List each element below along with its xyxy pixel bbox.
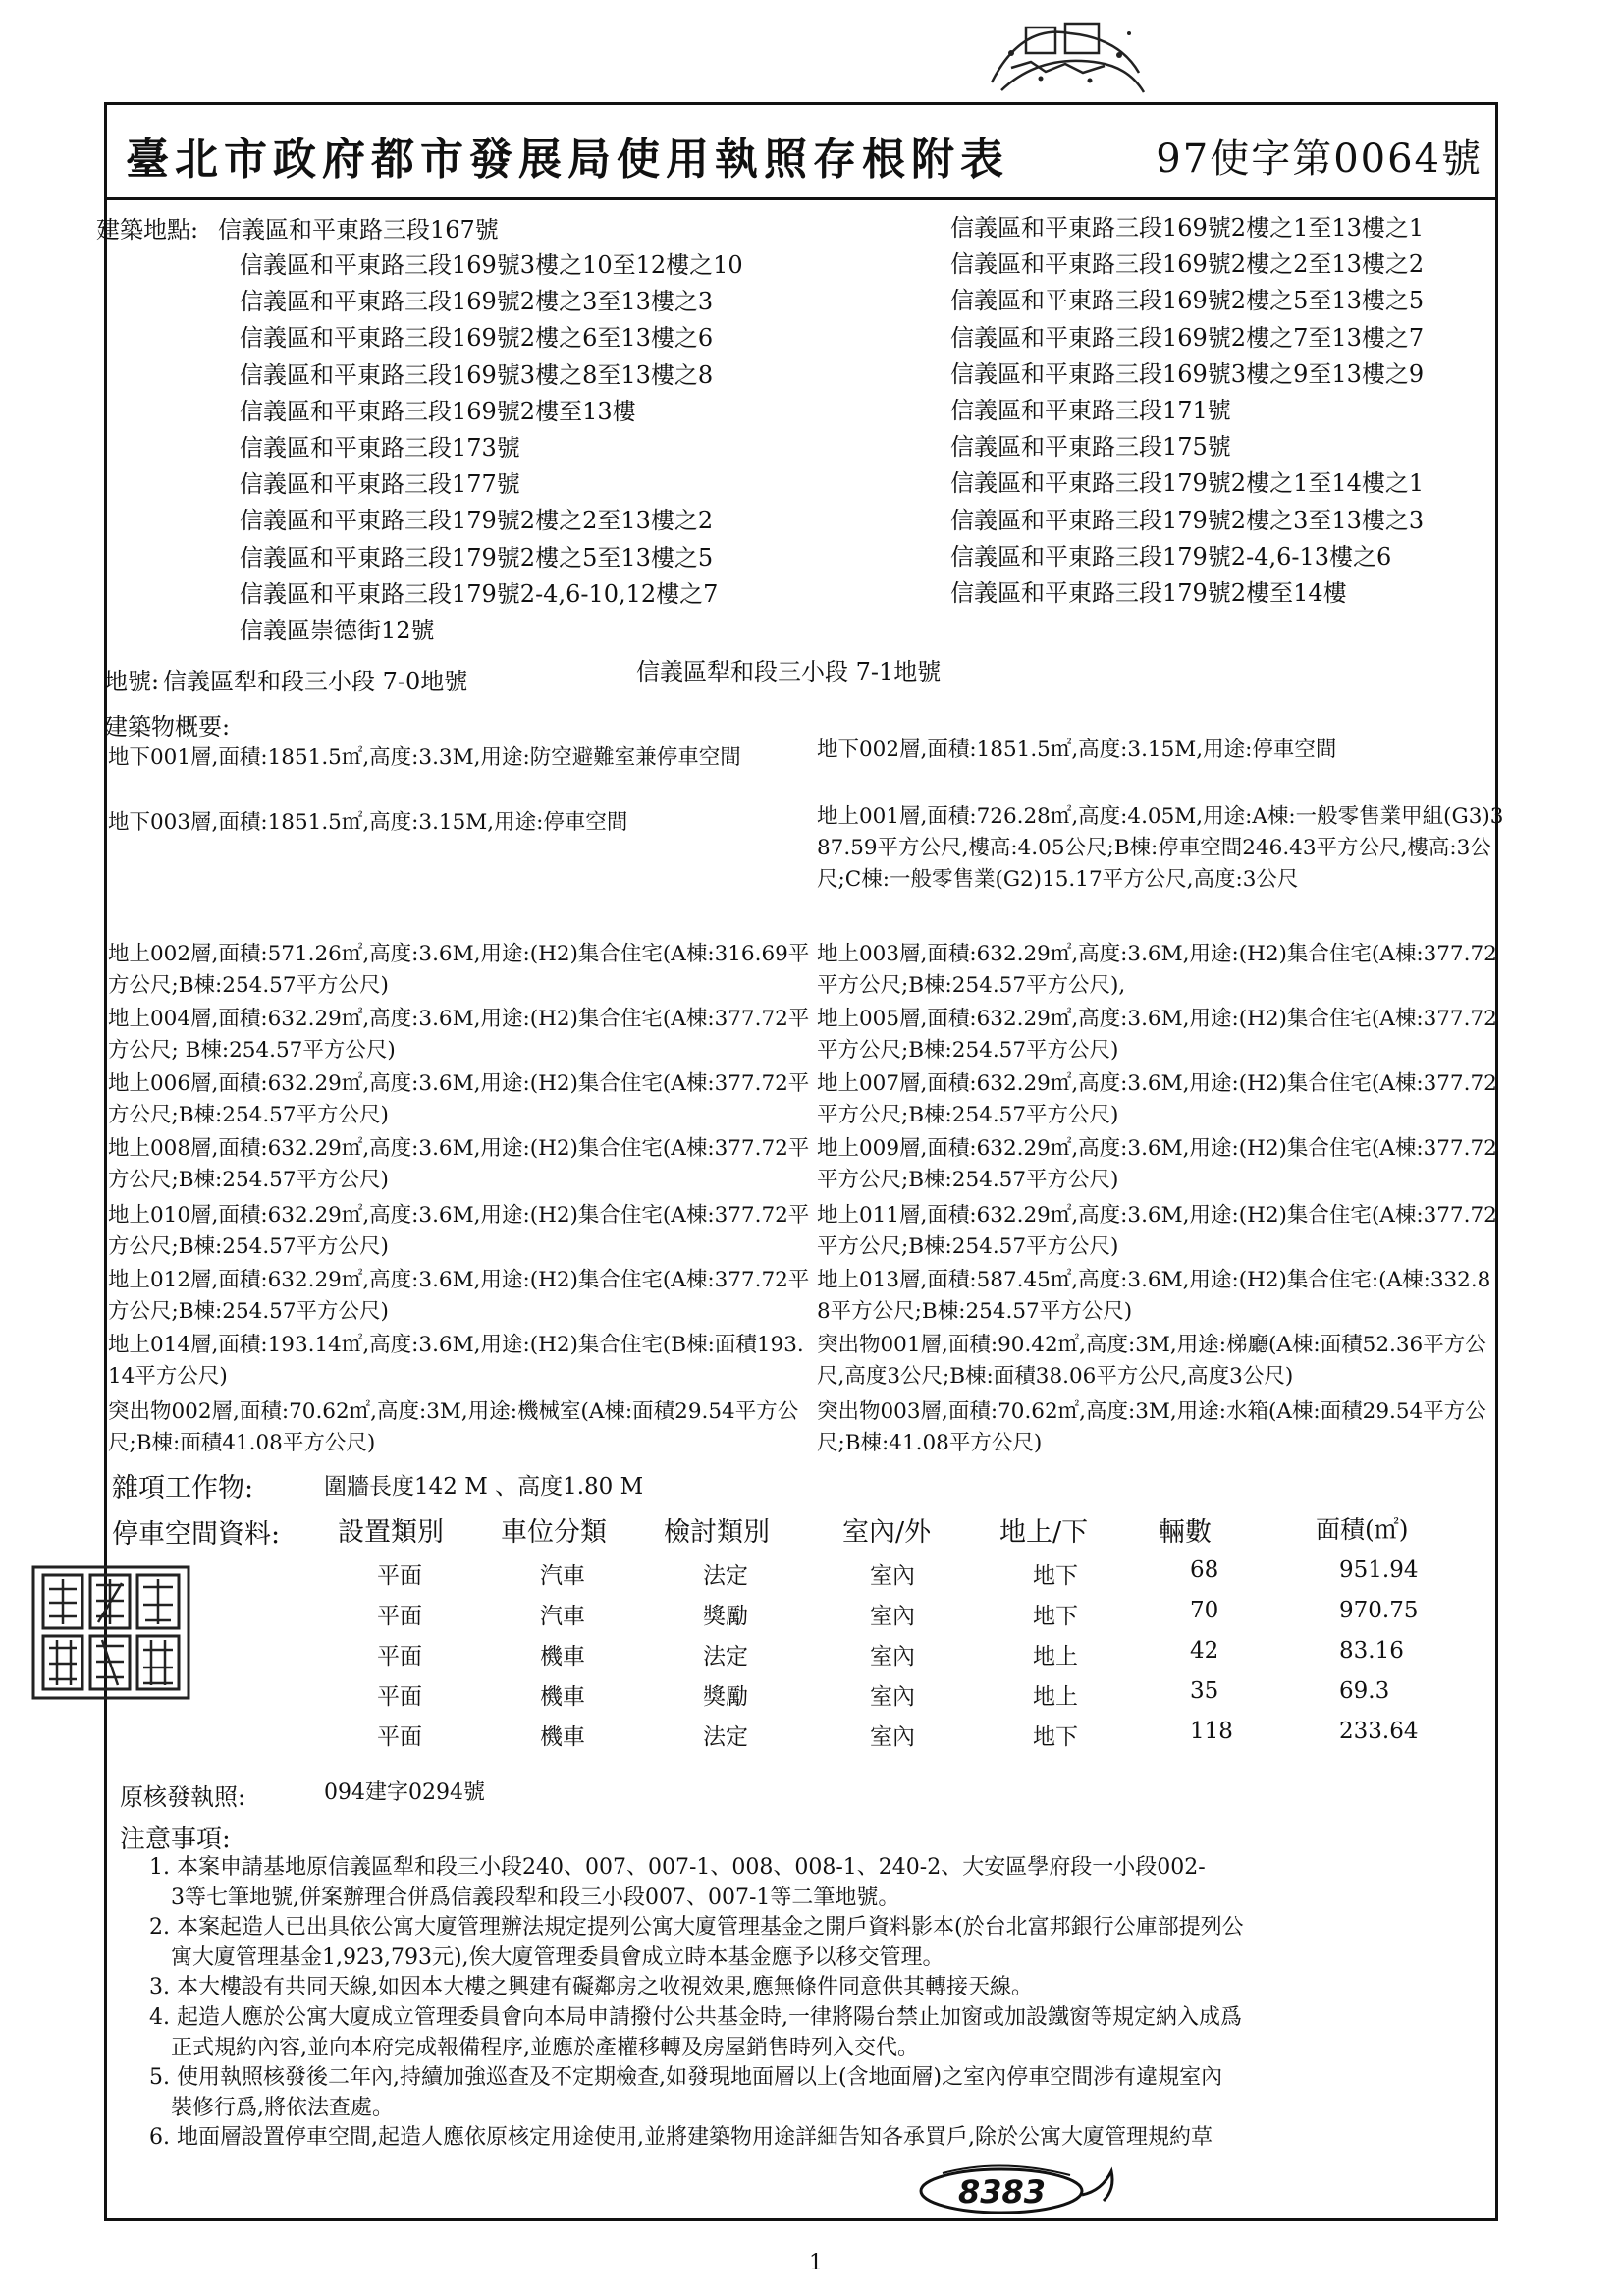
parking-cell: 地上 (1033, 1644, 1078, 1669)
note-line: 4. 起造人應於公寓大廈成立管理委員會向本局申請撥付公共基金時,一律將陽台禁止加窗或加設鐵窗等規定納入成爲 (149, 2005, 1242, 2030)
site-address-right: 信義區和平東路三段169號2樓之1至13樓之1 (950, 214, 1425, 242)
note-line: 正式規約內容,並向本府完成報備程序,並應於產權移轉及房屋銷售時列入交代。 (171, 2035, 919, 2060)
site-address-left: 信義區和平東路三段167號 (218, 216, 499, 244)
site-address-right: 信義區和平東路三段179號2樓之1至14樓之1 (950, 469, 1425, 498)
parking-column-header: 面積(㎡) (1316, 1515, 1409, 1544)
parking-cell: 機車 (540, 1644, 585, 1669)
parking-cell: 室內 (870, 1604, 915, 1629)
site-address-right: 信義區和平東路三段179號2樓至14樓 (950, 579, 1347, 607)
parking-cell: 地下 (1033, 1563, 1078, 1589)
parking-cell: 951.94 (1339, 1558, 1419, 1583)
parking-cell: 獎勵 (703, 1604, 748, 1629)
parking-cell: 69.3 (1339, 1678, 1390, 1704)
site-address-left: 信義區和平東路三段179號2樓之5至13樓之5 (240, 543, 714, 572)
seal-stamp-bottom (903, 2156, 1149, 2234)
site-address-right: 信義區和平東路三段175號 (950, 433, 1231, 462)
page-number: 1 (809, 2251, 823, 2275)
building-floor-entry-left: 地上014層,面積:193.14㎡,高度:3.6M,用途:(H2)集合住宅(B棟:面積193.14平方公尺) (108, 1333, 804, 1389)
note-line: 3等七筆地號,併案辦理合併爲信義段犁和段三小段007、007-1等二筆地號。 (171, 1885, 900, 1910)
parking-label: 停車空間資料: (112, 1519, 281, 1550)
note-line: 6. 地面層設置停車空間,起造人應依原核定用途使用,並將建築物用途詳細告知各承買戶,除於公寓大廈管理規約草 (149, 2125, 1213, 2151)
building-floor-entry-right: 地上009層,面積:632.29㎡,高度:3.6M,用途:(H2)集合住宅(A棟:377.72平方公尺;B棟:254.57平方公尺) (817, 1136, 1497, 1192)
parking-cell: 平面 (377, 1563, 422, 1589)
building-floor-entry-right: 地上001層,面積:726.28㎡,高度:4.05M,用途:A棟:一般零售業甲組(G3)387.59平方公尺,樓高:4.05公尺;B棟:停車空間246.43平方公尺,樓高:3公尺;C棟:一般零售業(G2)15.17平方公尺,高度:3公尺 (817, 804, 1504, 892)
site-address-left: 信義區和平東路三段169號2樓之6至13樓之6 (240, 324, 714, 353)
building-floor-entry-left: 地上010層,面積:632.29㎡,高度:3.6M,用途:(H2)集合住宅(A棟:377.72平方公尺;B棟:254.57平方公尺) (108, 1203, 810, 1259)
site-address-right: 信義區和平東路三段169號3樓之9至13樓之9 (950, 359, 1425, 388)
note-line: 寓大廈管理基金1,923,793元),俟大廈管理委員會成立時本基金應予以移交管理。 (171, 1944, 944, 1970)
parking-cell: 機車 (540, 1724, 585, 1750)
original-permit-value: 094建字0294號 (324, 1780, 485, 1805)
parking-cell: 獎勵 (703, 1684, 748, 1710)
parking-cell: 平面 (377, 1684, 422, 1710)
parking-cell: 970.75 (1339, 1598, 1419, 1623)
building-floor-entry-left: 地下001層,面積:1851.5㎡,高度:3.3M,用途:防空避難室兼停車空間 (108, 745, 741, 770)
parking-column-header: 車位分類 (501, 1517, 607, 1548)
land-label: 地號: (104, 668, 160, 695)
parking-cell: 35 (1190, 1678, 1219, 1704)
building-floor-entry-right: 突出物003層,面積:70.62㎡,高度:3M,用途:水箱(A棟:面積29.54平方公尺;B棟:41.08平方公尺) (817, 1399, 1486, 1455)
building-floor-entry-right: 地下002層,面積:1851.5㎡,高度:3.15M,用途:停車空間 (817, 738, 1337, 762)
site-address-right: 信義區和平東路三段169號2樓之5至13樓之5 (950, 287, 1425, 315)
original-permit-label: 原核發執照: (120, 1783, 246, 1811)
parking-cell: 118 (1190, 1719, 1233, 1744)
parking-cell: 83.16 (1339, 1638, 1404, 1664)
parking-cell: 汽車 (540, 1604, 585, 1629)
site-address-right: 信義區和平東路三段171號 (950, 397, 1231, 424)
building-floor-entry-left: 突出物002層,面積:70.62㎡,高度:3M,用途:機械室(A棟:面積29.54平方公尺;B棟:面積41.08平方公尺) (108, 1399, 799, 1455)
permit-number: 97使字第0064號 (1156, 137, 1483, 182)
site-address-left: 信義區和平東路三段177號 (240, 470, 520, 499)
building-floor-entry-right: 地上007層,面積:632.29㎡,高度:3.6M,用途:(H2)集合住宅(A棟:377.72平方公尺;B棟:254.57平方公尺) (817, 1071, 1497, 1127)
building-floor-entry-right: 地上011層,面積:632.29㎡,高度:3.6M,用途:(H2)集合住宅(A棟:377.72平方公尺;B棟:254.57平方公尺) (817, 1203, 1497, 1259)
site-address-right: 信義區和平東路三段169號2樓之7至13樓之7 (950, 323, 1425, 352)
building-floor-entry-left: 地上012層,面積:632.29㎡,高度:3.6M,用途:(H2)集合住宅(A棟:377.72平方公尺;B棟:254.57平方公尺) (108, 1268, 810, 1324)
building-floor-entry-right: 突出物001層,面積:90.42㎡,高度:3M,用途:梯廳(A棟:面積52.36平方公尺,高度3公尺;B棟:面積38.06平方公尺,高度3公尺) (817, 1333, 1486, 1389)
site-address-right: 信義區和平東路三段179號2樓之3至13樓之3 (950, 506, 1425, 534)
note-line: 5. 使用執照核發後二年內,持續加強巡查及不定期檢查,如發現地面層以上(含地面層)之室內停車空間涉有違規室內 (149, 2065, 1223, 2091)
document-header (104, 102, 1498, 200)
building-floor-entry-right: 地上013層,面積:587.45㎡,高度:3.6M,用途:(H2)集合住宅:(A棟:332.88平方公尺;B棟:254.57平方公尺) (817, 1268, 1491, 1324)
misc-label: 雜項工作物: (112, 1473, 254, 1503)
document-title: 臺北市政府都市發展局使用執照存根附表 (126, 135, 1009, 185)
parking-cell: 地上 (1033, 1684, 1078, 1710)
site-address-left: 信義區崇德街12號 (240, 617, 435, 644)
land-lot-1: 信義區犁和段三小段 7-0地號 (163, 668, 468, 695)
site-address-left: 信義區和平東路三段169號3樓之10至12樓之10 (240, 251, 743, 279)
misc-value: 圍牆長度142 M 、高度1.80 M (324, 1474, 644, 1500)
note-line: 裝修行爲,將依法查處。 (171, 2095, 394, 2120)
parking-cell: 233.64 (1339, 1719, 1419, 1744)
parking-cell: 室內 (870, 1724, 915, 1750)
parking-cell: 室內 (870, 1684, 915, 1710)
parking-cell: 70 (1190, 1598, 1219, 1623)
notes-label: 注意事項: (120, 1825, 231, 1854)
building-floor-entry-right: 地上003層,面積:632.29㎡,高度:3.6M,用途:(H2)集合住宅(A棟:377.72平方公尺;B棟:254.57平方公尺), (817, 942, 1497, 998)
site-address-left: 信義區和平東路三段169號3樓之8至13樓之8 (240, 360, 714, 389)
site-address-right: 信義區和平東路三段179號2-4,6-13樓之6 (950, 542, 1392, 571)
site-address-left: 信義區和平東路三段173號 (240, 434, 520, 462)
parking-cell: 法定 (703, 1644, 748, 1669)
site-address-left: 信義區和平東路三段169號2樓之3至13樓之3 (240, 288, 714, 316)
building-label: 建築物概要: (104, 713, 231, 740)
stamp-number: 8383 (958, 2173, 1047, 2211)
land-lot-2: 信義區犁和段三小段 7-1地號 (636, 658, 942, 685)
site-address-left: 信義區和平東路三段169號2樓至13樓 (240, 397, 636, 425)
note-line: 2. 本案起造人已出具依公寓大廈管理辦法規定提列公寓大廈管理基金之開戶資料影本(於台北富邦銀行公庫部提列公 (149, 1915, 1244, 1941)
parking-cell: 42 (1190, 1638, 1219, 1664)
parking-cell: 地下 (1033, 1724, 1078, 1750)
site-address-left: 信義區和平東路三段179號2樓之2至13樓之2 (240, 507, 714, 535)
parking-column-header: 輛數 (1159, 1517, 1212, 1548)
building-floor-entry-right: 地上005層,面積:632.29㎡,高度:3.6M,用途:(H2)集合住宅(A棟:377.72平方公尺;B棟:254.57平方公尺) (817, 1007, 1497, 1063)
parking-cell: 汽車 (540, 1563, 585, 1589)
site-address-right: 信義區和平東路三段169號2樓之2至13樓之2 (950, 250, 1425, 279)
parking-cell: 法定 (703, 1724, 748, 1750)
building-floor-entry-left: 地上004層,面積:632.29㎡,高度:3.6M,用途:(H2)集合住宅(A棟:377.72平方公尺; B棟:254.57平方公尺) (108, 1007, 810, 1063)
site-address-left: 信義區和平東路三段179號2-4,6-10,12樓之7 (240, 579, 719, 608)
parking-column-header: 室內/外 (842, 1517, 932, 1548)
parking-cell: 平面 (377, 1644, 422, 1669)
parking-column-header: 設置類別 (338, 1517, 444, 1548)
building-floor-entry-left: 地上006層,面積:632.29㎡,高度:3.6M,用途:(H2)集合住宅(A棟:377.72平方公尺;B棟:254.57平方公尺) (108, 1071, 810, 1127)
parking-cell: 平面 (377, 1724, 422, 1750)
parking-cell: 室內 (870, 1563, 915, 1589)
parking-cell: 地下 (1033, 1604, 1078, 1629)
seal-stamp-left (27, 1561, 194, 1704)
parking-cell: 68 (1190, 1558, 1219, 1583)
note-line: 3. 本大樓設有共同天線,如因本大樓之興建有礙鄰房之收視效果,應無條件同意供其轉接天線。 (149, 1975, 1033, 2000)
building-floor-entry-left: 地上002層,面積:571.26㎡,高度:3.6M,用途:(H2)集合住宅(A棟:316.69平方公尺;B棟:254.57平方公尺) (108, 942, 810, 998)
note-line: 1. 本案申請基地原信義區犁和段三小段240、007、007-1、008、008-1、240-2、大安區學府段一小段002- (149, 1855, 1206, 1880)
building-floor-entry-left: 地上008層,面積:632.29㎡,高度:3.6M,用途:(H2)集合住宅(A棟:377.72平方公尺;B棟:254.57平方公尺) (108, 1136, 810, 1192)
seal-stamp-top (982, 14, 1149, 98)
building-floor-entry-left: 地下003層,面積:1851.5㎡,高度:3.15M,用途:停車空間 (108, 810, 628, 835)
parking-cell: 機車 (540, 1684, 585, 1710)
parking-column-header: 檢討類別 (664, 1517, 770, 1548)
site-label: 建築地點: (96, 216, 199, 244)
parking-cell: 平面 (377, 1604, 422, 1629)
parking-column-header: 地上/下 (999, 1517, 1089, 1548)
parking-cell: 法定 (703, 1563, 748, 1589)
parking-cell: 室內 (870, 1644, 915, 1669)
